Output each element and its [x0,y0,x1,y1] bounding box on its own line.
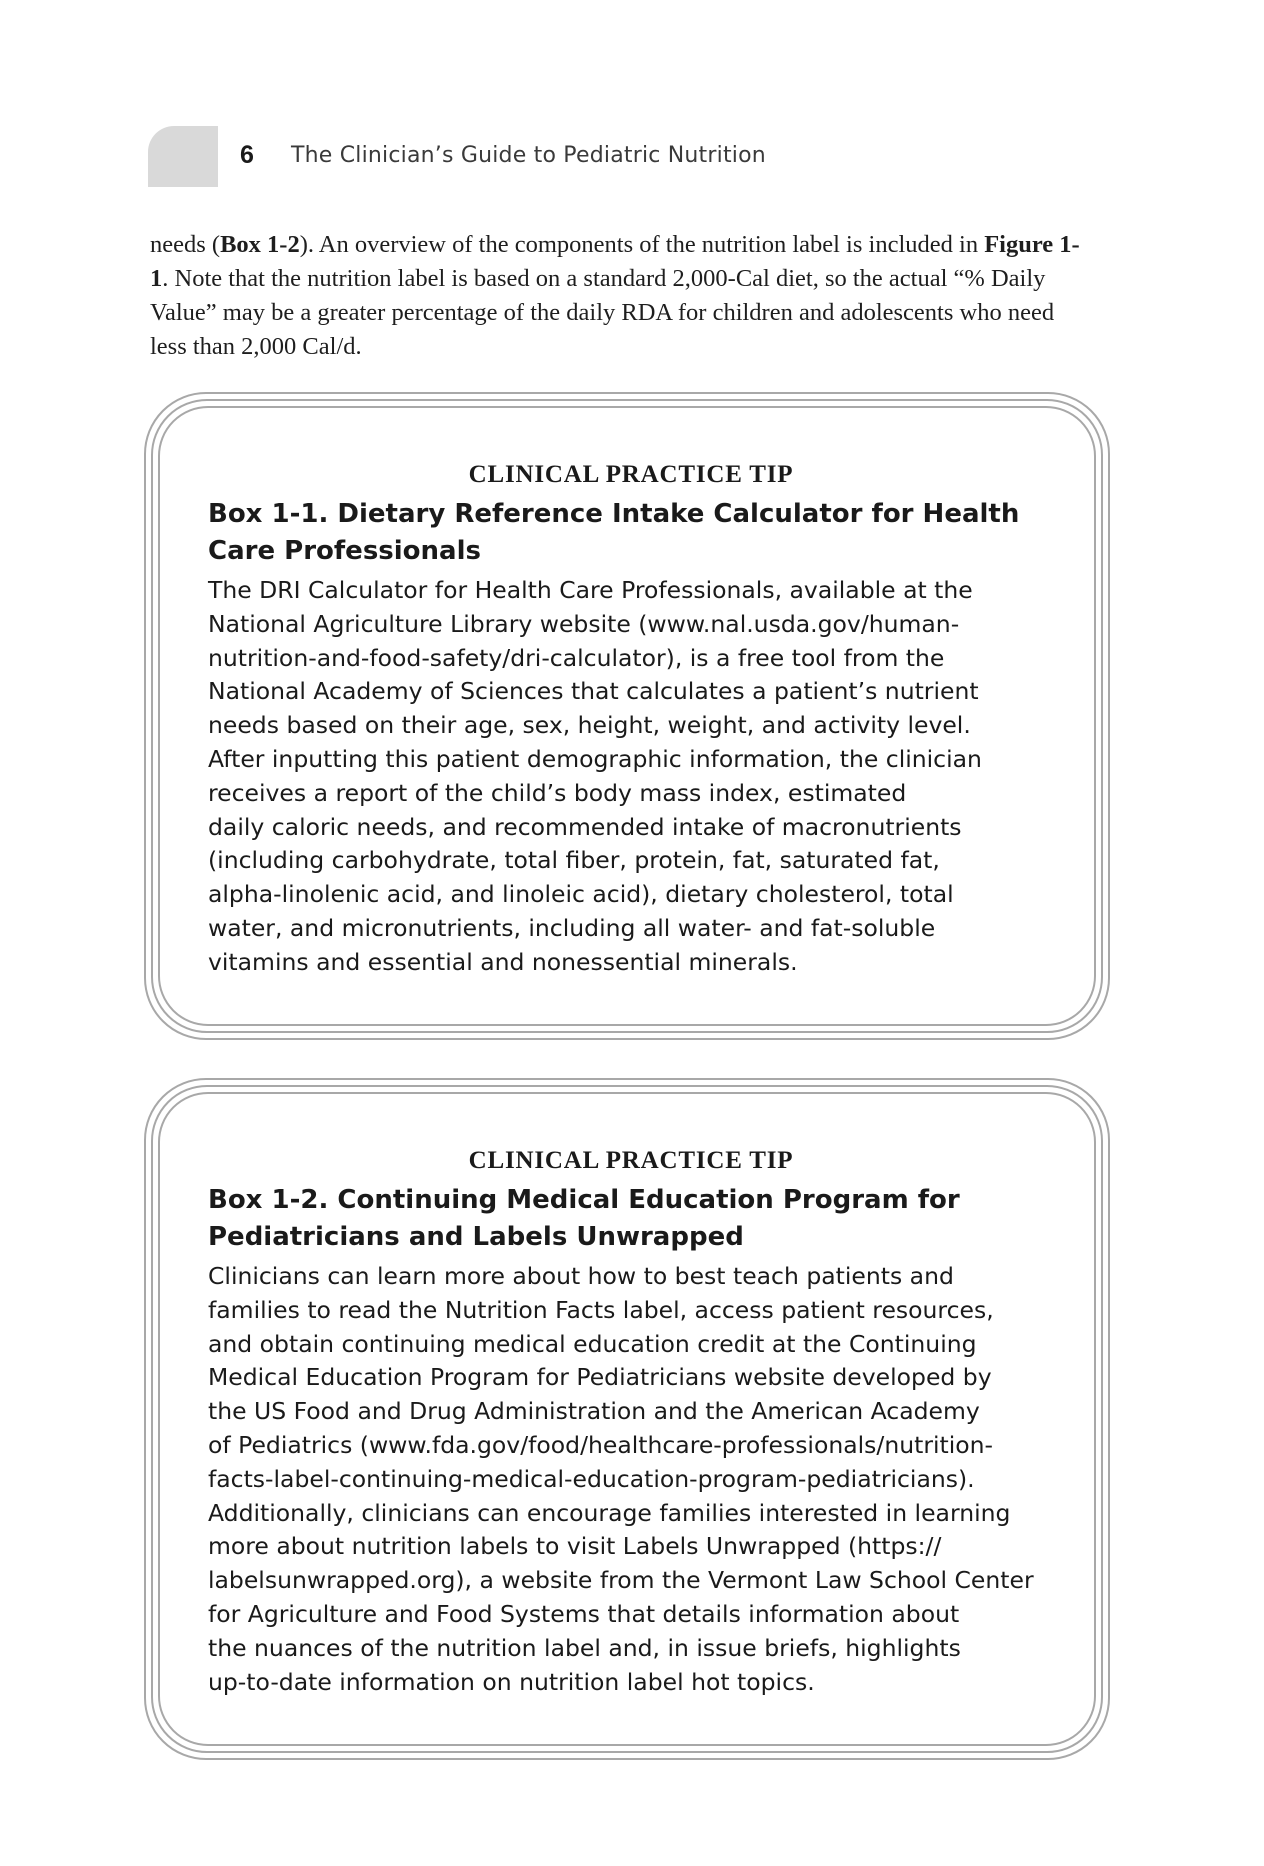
box-body: The DRI Calculator for Health Care Professionals, available at the National Agriculture Library website (www.nal.usda.gov/human- nutrition-and-food-safety/dri-calculator), is a free tool from the National Academy of Sciences that calculates a patient’s nutrient needs based on their age, sex, height, weight, and activity level. After inputting this patient demographic information, the clinician receives a report of the child’s body mass index, estimated daily caloric needs, and recommended intake of macronutrients (including carbohydrate, total fiber, protein, fat, saturated fat, alpha-linolenic acid, and linoleic acid), dietary cholesterol, total water, and micronutrients, including all water- and fat-soluble vitamins and essential and nonessential minerals. [208,576,982,976]
clinical-tip-box-1 [144,392,1110,1040]
running-title: The Clinician’s Guide to Pediatric Nutrition [291,143,766,168]
box-title: Box 1-1. Dietary Reference Intake Calculator for Health Care Professionals [208,499,1020,566]
box-body: Clinicians can learn more about how to best teach patients and families to read the Nutrition Facts label, access patient resources, and obtain continuing medical education credit at the Continuing Medical Education Program for Pediatricians website developed by the US Food and Drug Administration and the American Academy of Pediatrics (www.fda.gov/food/healthcare-professionals/nutrition- facts-label-continuing-medical-education-program-pediatricians). Additionally, clinicians can encourage families interested in learning more about nutrition labels to visit Labels Unwrapped (https:// labelsunwrapped.org), a website from the Vermont Law School Center for Agriculture and Food Systems that details information about the nuances of the nutrition label and, in issue briefs, highlights up-to-date information on nutrition label hot topics. [208,1262,1034,1696]
intro-text-2: ). An overview of the components of the nutrition label is included in [299,231,979,258]
clinical-tip-box-2 [144,1078,1110,1760]
tip-label: CLINICAL PRACTICE TIP [468,461,794,488]
intro-text-1: needs ( [150,231,221,258]
intro-paragraph [150,228,1090,364]
intro-text-3: . Note that the nutrition label is based on a standard 2,000-Cal diet, so the actual “% Daily Value” may be a greater percentage of the daily RDA for children and adolescents who need less than 2,000 Cal/d. [150,265,1055,360]
header-tab-decoration [148,126,218,187]
box-reference: Box 1-2 [220,231,300,258]
box-title: Box 1-2. Continuing Medical Education Program for Pediatricians and Labels Unwrapped [208,1185,960,1252]
tip-label: CLINICAL PRACTICE TIP [468,1147,794,1174]
page-number: 6 [240,141,254,169]
figure-reference: Figure 1-1 [150,231,1080,292]
